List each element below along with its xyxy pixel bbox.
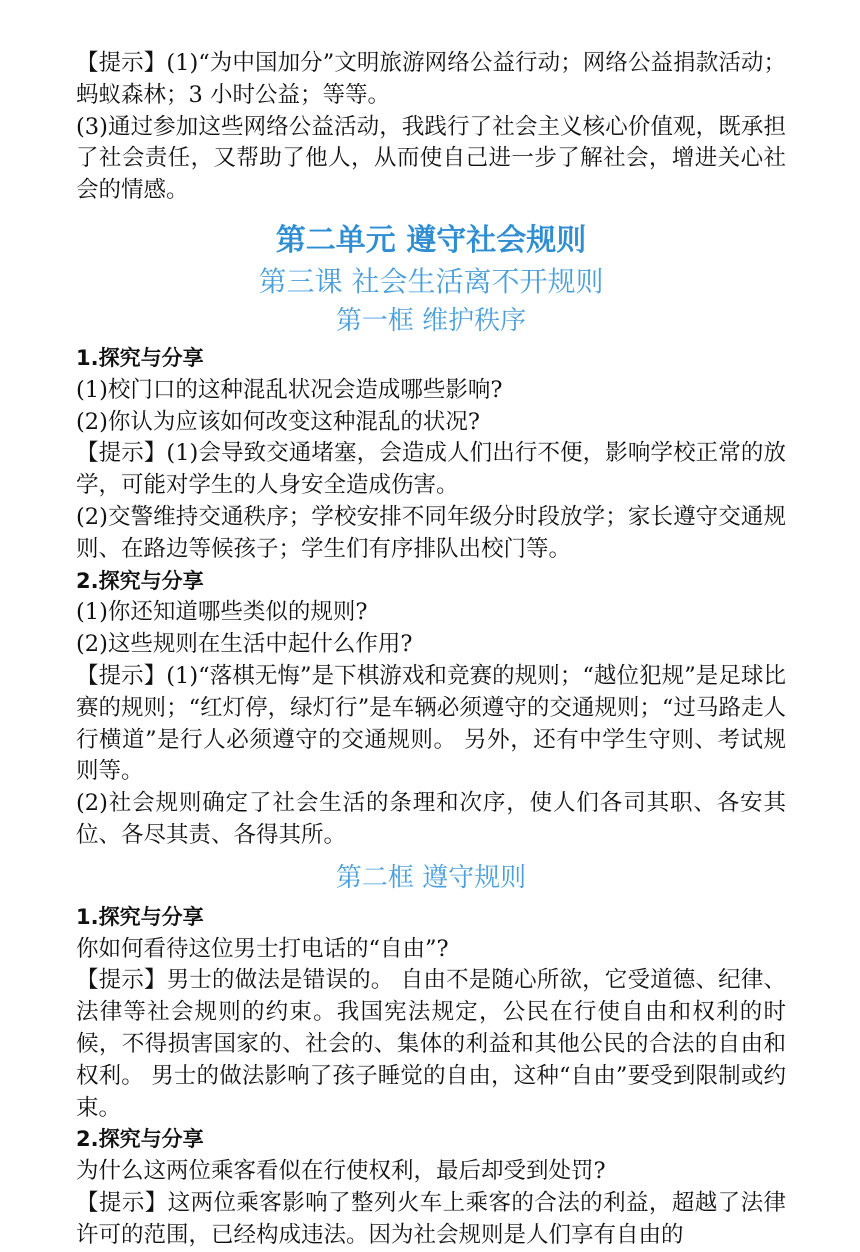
frame1-section1-question2: (2)你认为应该如何改变这种混乱的状况? bbox=[76, 408, 480, 435]
intro-hint-paragraph: 【提示】(1)“为中国加分”文明旅游网络公益行动；网络公益捐款活动；蚂蚁森林；3 小时公益；等等。 bbox=[76, 50, 786, 108]
frame2-section1-question1: 你如何看待这位男士打电话的“自由”? bbox=[76, 935, 449, 962]
frame1-section2-answer1: 【提示】(1)“落棋无悔”是下棋游戏和竞赛的规则；“越位犯规”是足球比赛的规则；“红灯停，绿灯行”是车辆必须遵守的交通规则；“过马路走人行横道”是行人必须遵守的交通规则。 另外，还有中学生守则、考试规则等。 bbox=[76, 662, 786, 785]
frame2-section2-question1: 为什么这两位乘客看似在行使权利，最后却受到处罚? bbox=[76, 1158, 606, 1185]
lesson-title: 第三课 社会生活离不开规则 bbox=[258, 264, 604, 298]
frame1-section1-question1: (1)校门口的这种混乱状况会造成哪些影响? bbox=[76, 376, 503, 403]
frame1-section2-answer2: (2)社会规则确定了社会生活的条理和次序，使人们各司其职、各安其位、各尽其责、各得其所。 bbox=[76, 790, 786, 848]
frame2-section1-answer1: 【提示】男士的做法是错误的。 自由不是随心所欲，它受道德、纪律、法律等社会规则的约束。我国宪法规定，公民在行使自由和权利的时候，不得损害国家的、社会的、集体的利益和其他公民的合法的自由和权利。 男士的做法影响了孩子睡觉的自由，这种“自由”要受到限制或约束。 bbox=[76, 967, 786, 1121]
frame1-section1-heading: 1.探究与分享 bbox=[76, 345, 204, 370]
frame1-section2-question1: (1)你还知道哪些类似的规则? bbox=[76, 599, 368, 626]
frame1-section2-heading: 2.探究与分享 bbox=[76, 568, 204, 593]
unit-title: 第二单元 遵守社会规则 bbox=[275, 222, 587, 258]
document-page bbox=[76, 48, 786, 1252]
frame2-section2-heading: 2.探究与分享 bbox=[76, 1127, 204, 1152]
frame1-section1-answer1: 【提示】(1)会导致交通堵塞，会造成人们出行不便，影响学校正常的放学，可能对学生的人身安全造成伤害。 bbox=[76, 440, 786, 499]
frame1-section1-answer2: (2)交警维持交通秩序；学校安排不同年级分时段放学；家长遵守交通规则、在路边等候孩子；学生们有序排队出校门等。 bbox=[76, 503, 786, 562]
frame2-section2-answer1: 【提示】这两位乘客影响了整列火车上乘客的合法的利益，超越了法律许可的范围，已经构成违法。因为社会规则是人们享有自由的 bbox=[76, 1189, 786, 1248]
intro-answer-paragraph: (3)通过参加这些网络公益活动，我践行了社会主义核心价值观，既承担了社会责任，又帮助了他人，从而使自己进一步了解社会，增进关心社会的情感。 bbox=[76, 113, 786, 204]
frame1-title: 第一框 维护秩序 bbox=[335, 305, 527, 336]
frame1-section2-question2: (2)这些规则在生活中起什么作用? bbox=[76, 631, 413, 658]
frame2-section1-heading: 1.探究与分享 bbox=[76, 904, 204, 929]
frame2-title: 第二框 遵守规则 bbox=[335, 862, 527, 893]
